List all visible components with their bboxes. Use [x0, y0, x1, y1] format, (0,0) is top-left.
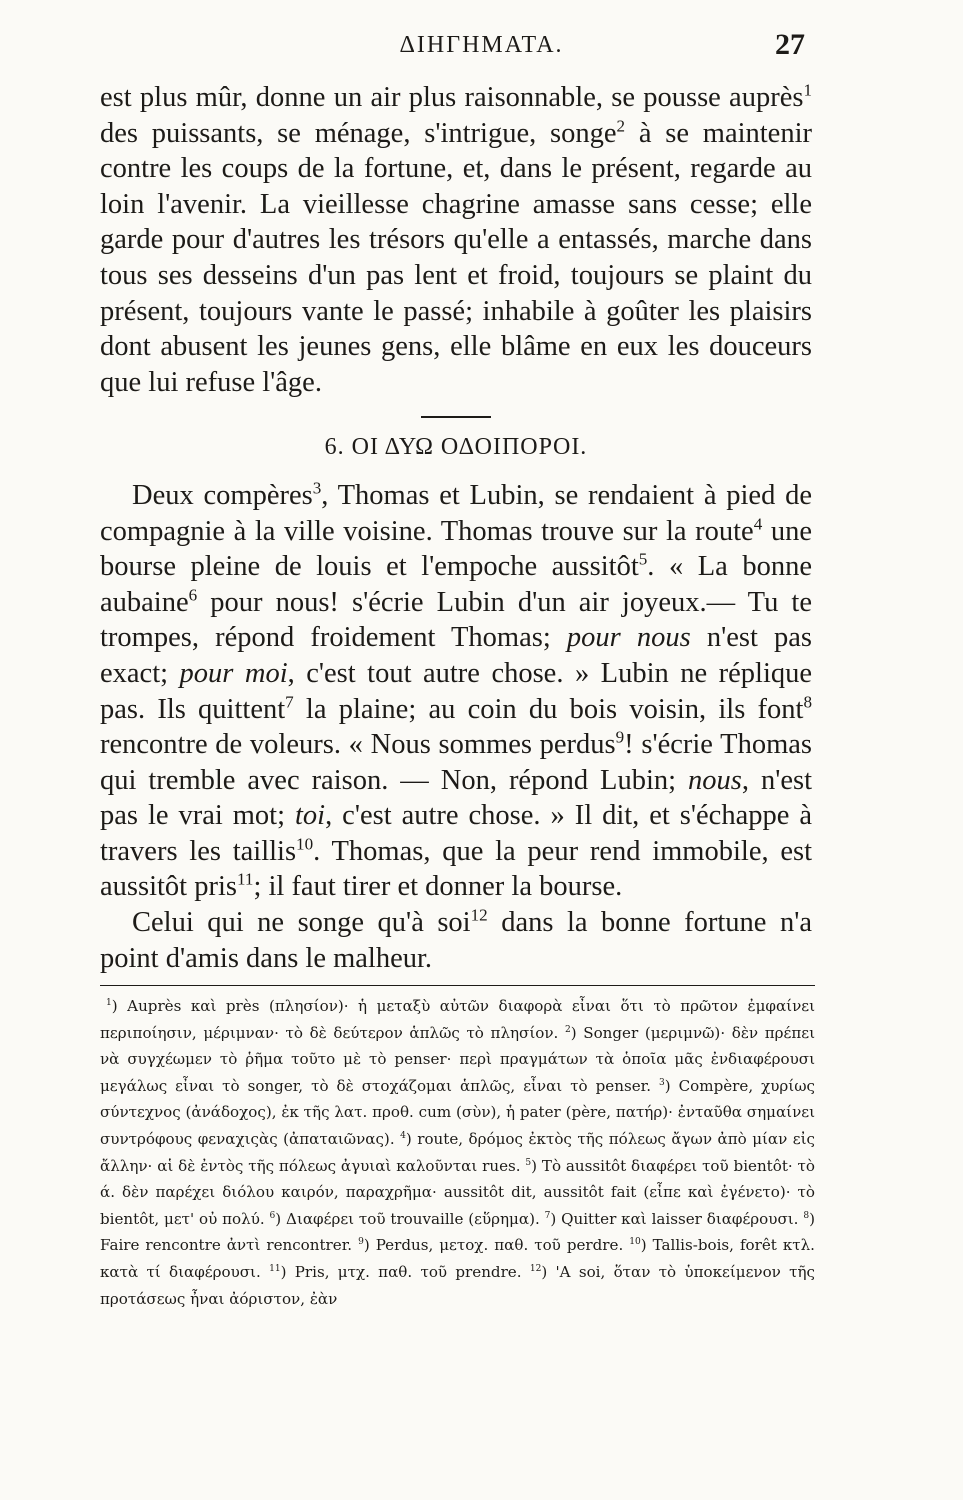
footnote-ref: 7 — [285, 692, 294, 711]
italic-text: nous — [688, 764, 742, 796]
footnote-text: ) Faire rencontre ἀντὶ rencontrer. — [100, 1209, 815, 1255]
footnote-text: ) Tallis-bois, forêt κτλ. κατὰ τί διαφέρουσι. — [100, 1236, 815, 1281]
footnotes — [100, 993, 815, 1312]
text-run: , Thomas et Lubin, se rendaient à pied de compagnie à la ville voisine. Thomas trouve sur la route — [100, 479, 812, 547]
section-heading: 6. ΟΙ ΔΥΩ ΟΔΟΙΠΟΡΟΙ. — [324, 434, 588, 461]
footnote-ref: 12 — [470, 905, 488, 925]
text-run: à se maintenir contre les coups de la fortune, et, dans le présent, regarde au loin l'avenir. La vieillesse chagrine amasse sans cesse; elle garde pour d'autres les trésors qu'elle a entassés, marche dans tous ses desseins d'un pas lent et froid, toujours se plaint du présent, toujours vante le passé; inhabile à goûter les plaisirs dont abusent les jeunes gens, elle blâme en eux les douceurs que lui refuse l'âge. — [100, 117, 812, 398]
footnote-text: ) Pris, μτχ. παθ. τοῦ prendre. — [280, 1262, 530, 1281]
footnote-ref: 4 — [753, 514, 763, 534]
italic-text: pour moi — [179, 657, 288, 689]
text-run: dans la bonne fortune n'a point d'amis dans le malheur. — [100, 907, 812, 974]
text-run: une bourse pleine de louis et l'empoche aussitôt — [100, 515, 812, 583]
main-text — [100, 80, 812, 976]
footnote-marker: 5 — [525, 1157, 532, 1168]
footnote-ref: 6 — [188, 585, 198, 605]
footnote-marker: 7 — [544, 1210, 551, 1221]
running-title: ΔΙΗΓΗΜΑΤΑ. — [399, 32, 564, 58]
footnote-rule — [100, 985, 815, 986]
footnote-text: ) route, δρόμος ἐκτὸς τῆς πόλεως ἄγων ἀπὸ μίαν εἰς ἄλλην· αἱ δὲ ἐντὸς τῆς πόλεως ἀγυιαὶ καλοῦνται rues. — [100, 1129, 815, 1175]
footnote-ref: 9 — [615, 727, 625, 747]
text-run: n'est pas exact; — [100, 622, 813, 689]
text-run: pour nous! s'écrie Lubin d'un air joyeux.— Tu te trompes, répond froidement Thomas; — [100, 586, 812, 654]
footnote-text: ) 'A soi, ὅταν τὸ ὑποκείμενον τῆς προτάσεως ἦναι ἀόριστον, ἐὰν — [100, 1262, 815, 1308]
footnote-marker: 1 — [106, 997, 112, 1008]
running-head — [0, 22, 963, 62]
text-run: est plus mûr, donne un air plus raisonnable, se pousse auprès — [100, 82, 804, 113]
text-run: des puissants, se ménage, s'intrigue, songe — [100, 117, 617, 149]
section-separator — [421, 416, 491, 418]
footnote-marker: 3 — [658, 1077, 665, 1088]
footnote-text: ) Quitter καὶ laisser διαφέρουσι. — [550, 1209, 804, 1228]
footnote-text: ) Perdus, μετοχ. παθ. τοῦ perdre. — [363, 1236, 630, 1255]
italic-text: toi — [295, 800, 326, 832]
text-run: , n'est pas le vrai mot; — [100, 764, 812, 832]
footnote-ref: 10 — [296, 834, 314, 854]
text-run: la plaine; au coin du bois voisin, ils font — [293, 693, 804, 725]
italic-text: pour nous — [566, 622, 691, 654]
footnote-ref: 11 — [236, 869, 254, 889]
footnote-marker: 8 — [803, 1210, 810, 1221]
text-run: . « La bonne aubaine — [100, 551, 812, 618]
footnote-marker: 2 — [564, 1024, 571, 1035]
footnote-text: ) Auprès καὶ près (πλησίον)· ἡ μεταξὺ αὐτῶν διαφορὰ εἶναι ὅτι τὸ πρῶτον ἐμφαίνει περιποίησιν, μέριμναν· τὸ δὲ δεύτερον ἁπλῶς τὸ πλησίον. — [100, 997, 815, 1042]
text-run: ! s'écrie Thomas qui tremble avec raison. — Non, répond Lubin; — [100, 729, 812, 796]
footnote-ref: 2 — [616, 116, 626, 136]
paragraph-story — [100, 478, 812, 905]
footnote-block — [100, 993, 815, 1312]
footnote-ref: 5 — [638, 549, 648, 569]
footnote-ref: 1 — [803, 80, 812, 100]
text-run: Deux compères — [132, 479, 313, 511]
footnote-marker: 6 — [269, 1210, 276, 1221]
footnote-marker: 4 — [400, 1130, 406, 1141]
footnote-text: ) Τὸ aussitôt διαφέρει τοῦ bientôt· τὸ ά. δὲν παρέχει διόλου καιρόν, παραχρῆμα· aussitôt dit, aussitôt fait (εἶπε καὶ ἐγένετο)· τὸ bientôt, μετ' οὐ πολύ. — [100, 1156, 815, 1228]
footnote-marker: 9 — [358, 1237, 364, 1248]
footnote-text: ) Compère, χυρίως σύντεχνος (ἀνάδοχος), ἐκ τῆς λατ. προθ. cum (σὺν), ἡ pater (père, πατήρ)· ἐνταῦθα σημαίνει συντρόφους φεναχιςὰς (ἀπαταιῶνας). — [100, 1076, 815, 1148]
paragraph-moral — [100, 905, 812, 976]
text-run: . Thomas, que la peur rend immobile, est aussitôt pris — [100, 835, 813, 903]
text-run: rencontre de voleurs. « Nous sommes perdus — [100, 729, 616, 761]
text-run: , c'est tout autre chose. » Lubin ne réplique pas. Ils quittent — [100, 657, 813, 725]
footnote-text: ) Διαφέρει τοῦ trouvaille (εὕρημα). — [275, 1209, 545, 1228]
text-run: , c'est autre chose. » Il dit, et s'échappe à travers les taillis — [100, 800, 812, 867]
text-run: ; il faut tirer et donner la bourse. — [253, 871, 623, 903]
footnote-marker: 10 — [629, 1237, 641, 1248]
footnote-ref: 8 — [803, 692, 812, 711]
text-run: Celui qui ne songe qu'à soi — [132, 907, 471, 939]
paragraph-continuation — [100, 80, 812, 400]
footnote-marker: 12 — [529, 1263, 542, 1274]
footnote-ref: 3 — [312, 478, 322, 498]
footnote-marker: 11 — [269, 1263, 281, 1274]
footnote-text: ) Songer (μεριμνῶ)· δὲν πρέπει νὰ συγχέωμεν τὸ ῥῆμα τοῦτο μὲ τὸ penser· περὶ πραγμάτων τὰ ὁποῖα μᾶς ἐνδιαφέρουσι μεγάλως εἶναι τὸ songer, τὸ δὲ στοχάζομαι ἁπλῶς, εἶναι τὸ penser. — [100, 1023, 815, 1095]
page-number: 27 — [775, 28, 805, 61]
